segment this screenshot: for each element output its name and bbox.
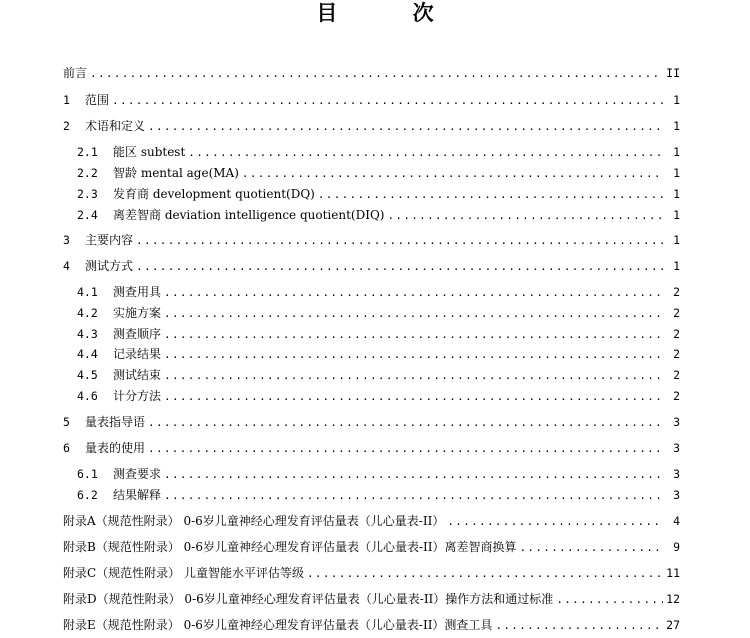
dot-leader [495,617,663,635]
toc-entry-label: 主要内容 [85,233,134,247]
toc-entry-number: 4 [63,259,70,273]
toc-entry-appendix-a[interactable] [63,512,680,530]
toc-entry-number: 4.2 [77,306,98,320]
toc-entry-label: 能区 subtest [113,145,186,159]
toc-entry-page: 2 [673,306,680,320]
toc-entry-page: 3 [673,488,680,502]
dot-leader [148,414,663,432]
toc-entry-label: 附录A（规范性附录） 0-6岁儿童神经心理发育评估量表（儿心量表-II） [63,514,445,528]
toc-entry-number: 6.1 [77,467,98,481]
dot-leader [188,144,663,162]
toc-entry-2-3[interactable] [77,185,680,203]
toc-entry-page: 3 [673,441,680,455]
dot-leader [164,346,663,364]
dot-leader [148,118,663,136]
toc-entry-page: 1 [673,259,680,273]
toc-entry-number: 5 [63,415,70,429]
toc-entry-number: 4.6 [77,389,98,403]
toc-entry-page: 4 [673,514,680,528]
toc-entry-appendix-b[interactable] [63,538,680,556]
toc-entry-number: 6.2 [77,488,98,502]
toc-entry-label: 发育商 development quotient(DQ) [113,187,315,201]
toc-entry-label: 量表的使用 [85,441,146,455]
toc-entry-label: 计分方法 [113,389,162,403]
toc-entry-2-2[interactable] [77,164,680,182]
toc-entry-page: 1 [673,208,680,222]
toc-entry-4-2[interactable] [77,304,680,322]
toc-entry-label: 结果解释 [113,488,162,502]
toc-entry-label: 离差智商 deviation intelligence quotient(DIQ) [113,208,385,222]
toc-entry-page: II [666,66,680,80]
dot-leader [164,487,663,505]
toc-entry-number: 4.4 [77,347,98,361]
toc-entry-label: 附录C（规范性附录） 儿童智能水平评估等级 [63,566,304,580]
dot-leader [164,305,663,323]
toc-entry-page: 1 [673,93,680,107]
toc-entry-2-4[interactable] [77,206,680,224]
toc-entry-number: 2.1 [77,145,98,159]
toc-entry-page: 1 [673,166,680,180]
toc-entry-number: 4.1 [77,285,98,299]
toc-entry-page: 3 [673,467,680,481]
toc-entry-4-1[interactable] [77,283,680,301]
toc-entry-page: 27 [666,618,680,632]
toc-entry-label: 前言 [63,66,88,80]
toc-entry-4-5[interactable] [77,366,680,384]
toc-entry-6-2[interactable] [77,486,680,504]
dot-leader [387,207,663,225]
page-title: 目 次 [316,1,468,25]
toc-entry-4-6[interactable] [77,387,680,405]
toc-entry-page: 2 [673,327,680,341]
toc-entry-6[interactable] [63,439,680,457]
toc-entry-page: 2 [673,285,680,299]
toc-entry-page: 2 [673,347,680,361]
toc-entry-label: 测试结束 [113,368,162,382]
toc-entry-6-1[interactable] [77,465,680,483]
toc-entry-page: 3 [673,415,680,429]
toc-entry-label: 智龄 mental age(MA) [113,166,239,180]
toc-entry-page: 9 [673,540,680,554]
toc-entry-4-3[interactable] [77,325,680,343]
dot-leader [148,440,663,458]
dot-leader [164,326,663,344]
toc-entry-5[interactable] [63,413,680,431]
toc-entry-number: 1 [63,93,70,107]
toc-entry-page: 11 [666,566,680,580]
toc-entry-page: 1 [673,145,680,159]
toc-entry-number: 4.5 [77,368,98,382]
toc-entry-label: 术语和定义 [85,119,146,133]
dot-leader [164,284,663,302]
toc-entry-number: 3 [63,233,70,247]
dot-leader [556,591,663,609]
toc-entry-label: 测查用具 [113,285,162,299]
toc-entry-number: 2.2 [77,166,98,180]
dot-leader [136,258,663,276]
toc-entry-label: 附录D（规范性附录） 0-6岁儿童神经心理发育评估量表（儿心量表-II）操作方法和通过标准 [63,592,554,606]
toc-entry-label: 记录结果 [113,347,162,361]
toc-entry-page: 1 [673,119,680,133]
dot-leader [520,539,664,557]
toc-entry-label: 附录E（规范性附录） 0-6岁儿童神经心理发育评估量表（儿心量表-II）测查工具 [63,618,493,632]
toc-entry-2[interactable] [63,117,680,135]
dot-leader [164,388,663,406]
toc-entry-number: 2.4 [77,208,98,222]
toc-entry-3[interactable] [63,231,680,249]
toc-entry-number: 6 [63,441,70,455]
dot-leader [164,367,663,385]
toc-entry-foreword[interactable] [63,64,680,82]
toc-entry-4[interactable] [63,257,680,275]
toc-entry-label: 测试方式 [85,259,134,273]
toc-entry-number: 2.3 [77,187,98,201]
toc-entry-appendix-e[interactable] [63,616,680,634]
toc-entry-2-1[interactable] [77,143,680,161]
toc-entry-page: 2 [673,389,680,403]
toc-entry-number: 4.3 [77,327,98,341]
toc-entry-label: 附录B（规范性附录） 0-6岁儿童神经心理发育评估量表（儿心量表-II）离差智商换算 [63,540,517,554]
dot-leader [90,65,663,83]
dot-leader [318,186,663,204]
toc-entry-4-4[interactable] [77,345,680,363]
dot-leader [242,165,663,183]
toc-entry-appendix-c[interactable] [63,564,680,582]
toc-entry-page: 1 [673,233,680,247]
toc-entry-page: 12 [666,592,680,606]
toc-entry-appendix-d[interactable] [63,590,680,608]
toc-entry-label: 测查要求 [113,467,162,481]
dot-leader [307,565,663,583]
dot-leader [136,232,663,250]
dot-leader [164,466,663,484]
toc-entry-1[interactable] [63,91,680,109]
toc-entry-label: 量表指导语 [85,415,146,429]
toc-entry-label: 测查顺序 [113,327,162,341]
toc-entry-number: 2 [63,119,70,133]
dot-leader [447,513,663,531]
toc-entry-label: 实施方案 [113,306,162,320]
dot-leader [112,92,663,110]
toc-entry-page: 1 [673,187,680,201]
toc-entry-label: 范围 [85,93,110,107]
toc-entry-page: 2 [673,368,680,382]
